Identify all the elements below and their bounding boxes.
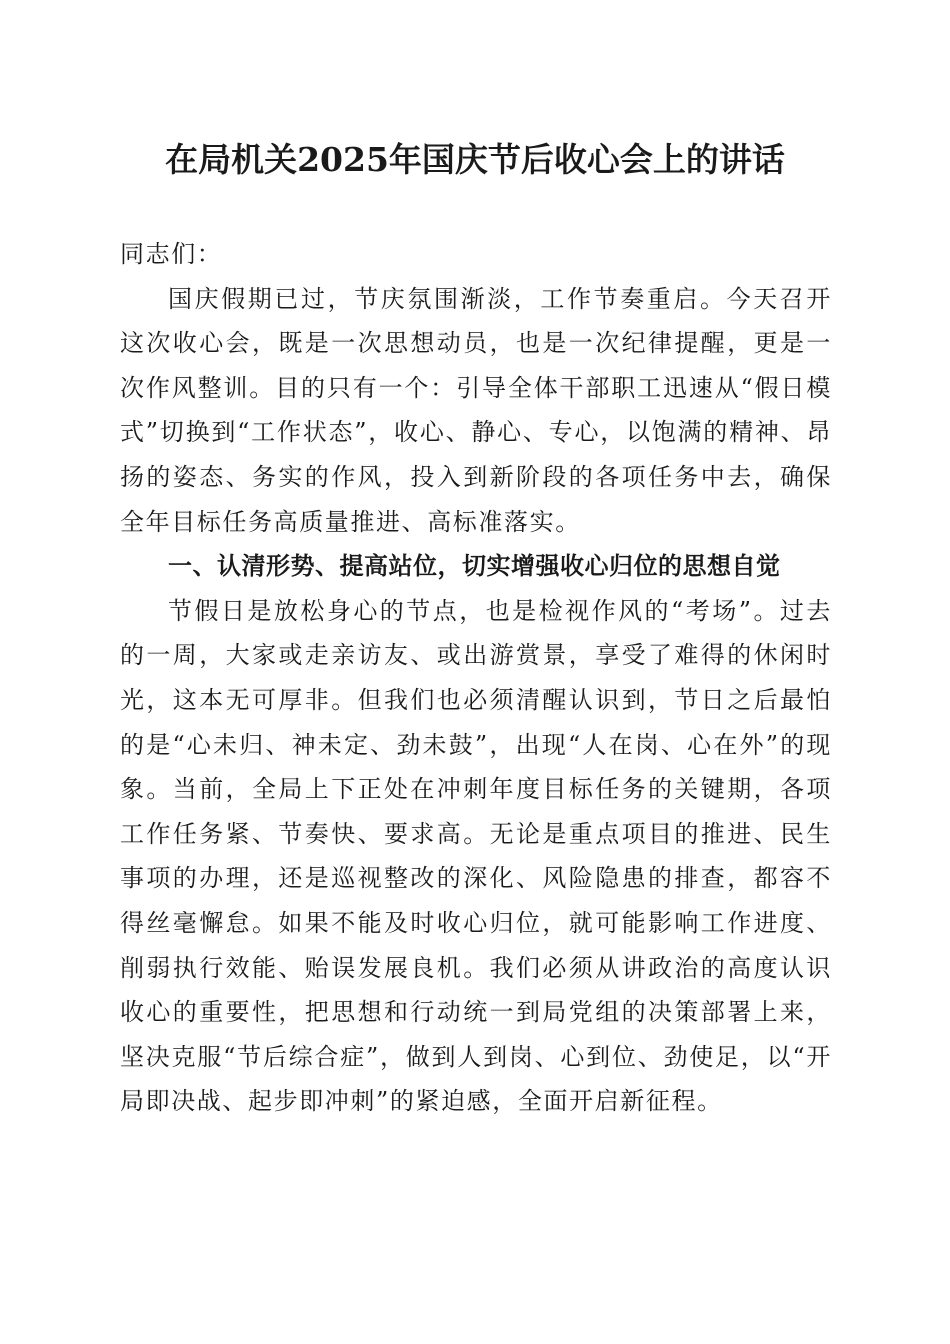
document-title: 在局机关2025年国庆节后收心会上的讲话 [165, 140, 785, 179]
salutation: 同志们： [120, 240, 223, 268]
section-heading-1: 一、认清形势、提高站位，切实增强收心归位的思想自觉 [168, 552, 781, 581]
paragraph-intro: 国庆假期已过，节庆氛围渐淡，工作节奏重启。今天召开这次收心会，既是一次思想动员，也是一次纪律提醒，更是一次作风整训。目的只有一个：引导全体干部职工迅速从“假日模式”切换到“工作状态”，收心、静心、专心，以饱满的精神、昂扬的姿态、务实的作风，投入到新阶段的各项任务中去，确保全年目标任务高质量推进、高标准落实。 [120, 284, 832, 536]
document-body [120, 232, 832, 1124]
paragraph-section-1: 节假日是放松身心的节点，也是检视作风的“考场”。过去的一周，大家或走亲访友、或出游赏景，享受了难得的休闲时光，这本无可厚非。但我们也必须清醒认识到，节日之后最怕的是“心未归、神未定、劲未鼓”，出现“人在岗、心在外”的现象。当前，全局上下正处在冲刺年度目标任务的关键期，各项工作任务紧、节奏快、要求高。无论是重点项目的推进、民生事项的办理，还是巡视整改的深化、风险隐患的排查，都容不得丝毫懈怠。如果不能及时收心归位，就可能影响工作进度、削弱执行效能、贻误发展良机。我们必须从讲政治的高度认识收心的重要性，把思想和行动统一到局党组的决策部署上来，坚决克服“节后综合症”，做到人到岗、心到位、劲使足，以“开局即决战、起步即冲刺”的紧迫感，全面开启新征程。 [120, 596, 832, 1116]
